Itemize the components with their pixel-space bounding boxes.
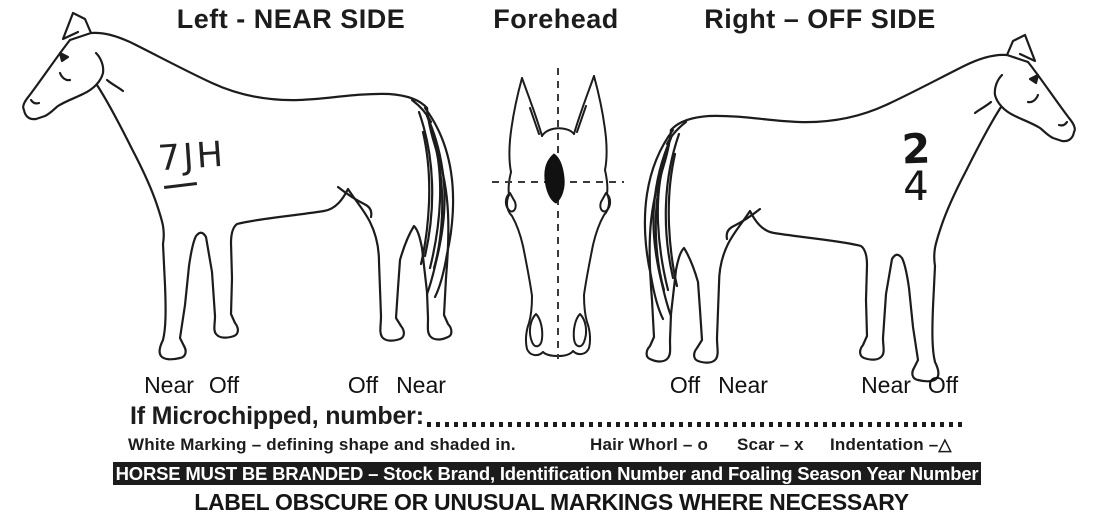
microchip-number-field[interactable] <box>427 422 963 427</box>
leg-label-near-front-right: Near <box>861 372 911 398</box>
leg-label-off-hind-right: Off <box>669 372 701 398</box>
legend-hair-whorl: Hair Whorl – o <box>590 435 709 454</box>
leg-label-off-front-right: Off <box>927 372 959 398</box>
brand-mark-bottom: 4 <box>903 163 929 210</box>
near-side-horse-diagram[interactable] <box>0 0 470 375</box>
legend-white-marking: White Marking – defining shape and shaded in. <box>128 435 516 454</box>
leg-label-near-hind-left: Near <box>396 372 446 398</box>
leg-label-near-front-left: Near <box>144 372 194 398</box>
right-panel-title: Right – OFF SIDE <box>704 4 936 34</box>
leg-label-off-hind-left: Off <box>347 372 379 398</box>
legend-scar: Scar – x <box>737 435 804 454</box>
star-marking <box>545 154 564 203</box>
microchip-row <box>130 402 963 431</box>
legend-indentation: Indentation –△ <box>830 435 952 454</box>
brand-mark-top: 2 <box>900 124 932 174</box>
leg-label-near-hind-right: Near <box>718 372 768 398</box>
forehead-panel-title: Forehead <box>493 4 619 34</box>
off-side-brand-mark <box>888 124 944 210</box>
microchip-label: If Microchipped, number: <box>130 402 424 430</box>
left-panel-title: Left - NEAR SIDE <box>176 4 406 34</box>
forehead-horse-diagram[interactable] <box>488 60 628 365</box>
leg-label-off-front-left: Off <box>208 372 240 398</box>
footer-note: LABEL OBSCURE OR UNUSUAL MARKINGS WHERE NECESSARY <box>194 489 909 515</box>
branding-notice-bar: HORSE MUST BE BRANDED – Stock Brand, Identification Number and Foaling Season Year Number <box>113 462 981 485</box>
off-side-horse-diagram[interactable] <box>628 22 1098 397</box>
near-side-brand-mark: 7JH <box>156 134 228 180</box>
